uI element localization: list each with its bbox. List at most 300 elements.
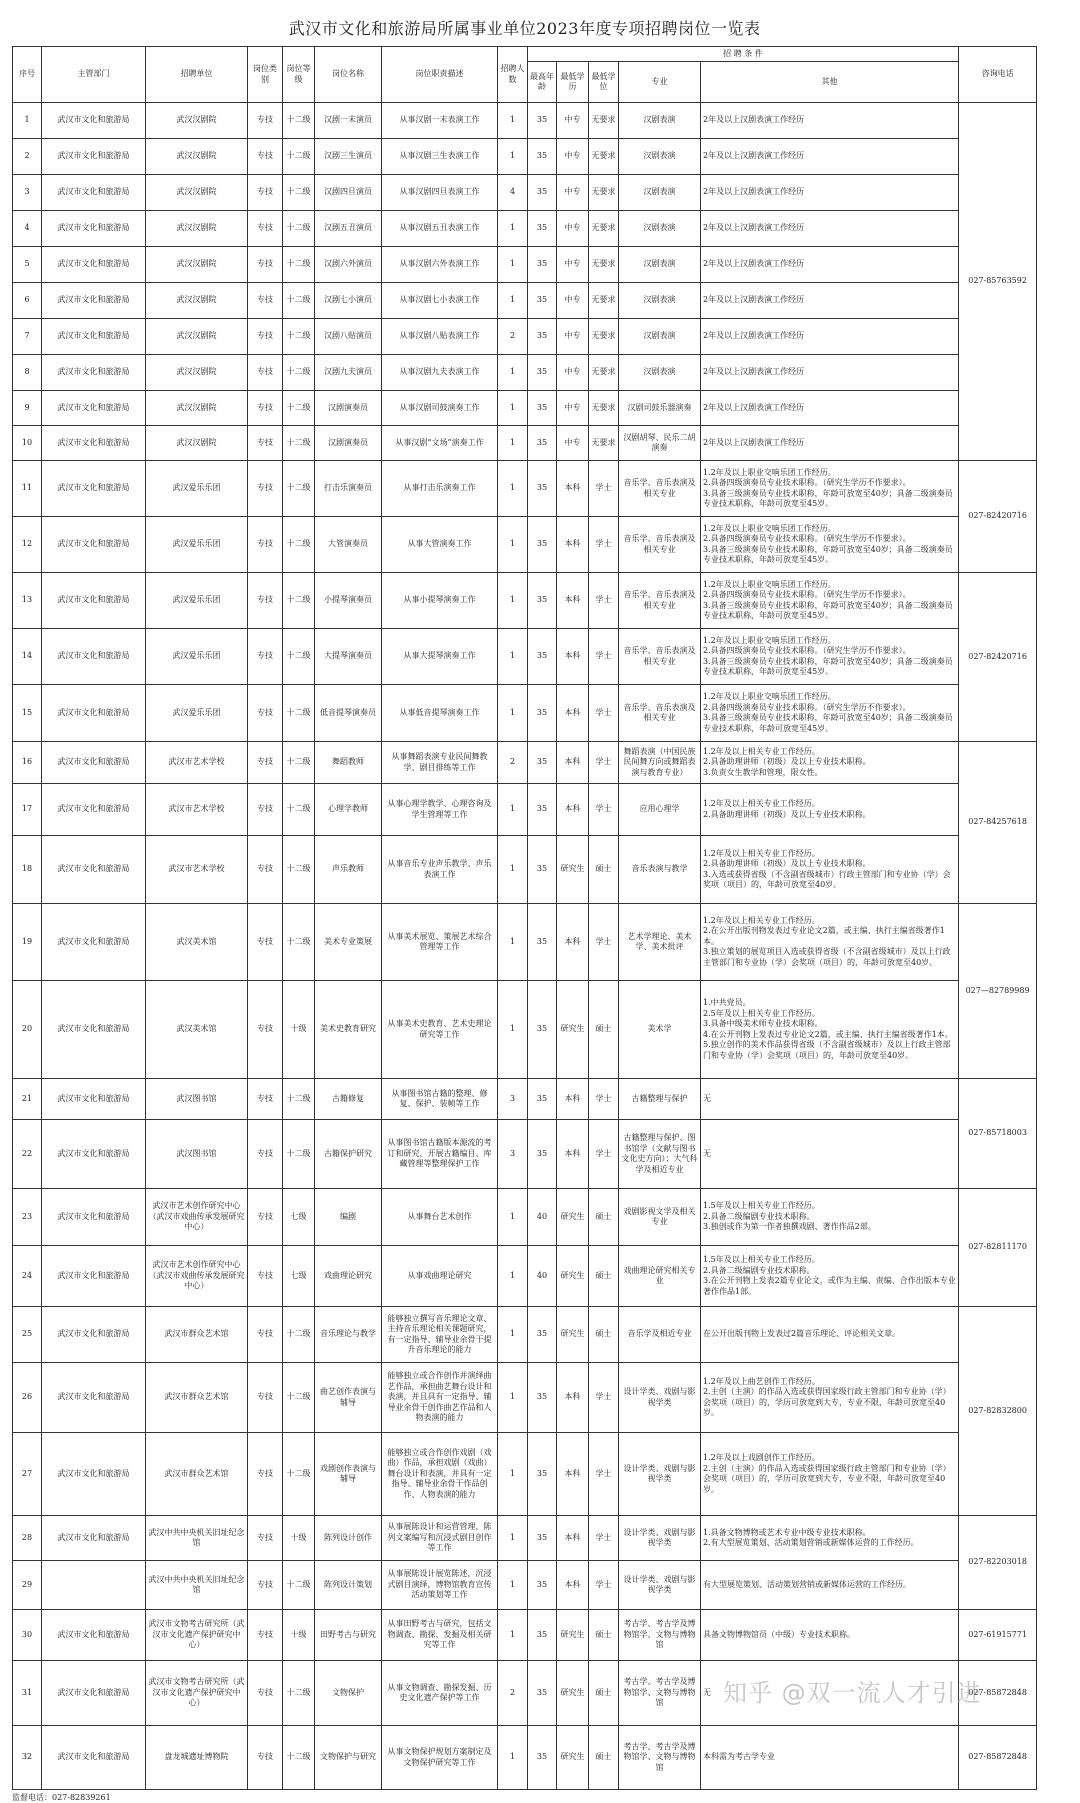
cell-dept: 武汉市文化和旅游局 bbox=[42, 784, 146, 836]
cell-degree: 学士 bbox=[589, 1120, 619, 1189]
cell-level: 十二级 bbox=[283, 319, 315, 355]
cell-duty: 能够独立或合作创作戏剧（戏曲）作品，承担戏剧（戏曲）舞台设计和表演，并具有一定指导、辅导业余骨干作品创作、人物表演的能力 bbox=[382, 1433, 498, 1516]
cell-duty: 从事低音提琴演奏工作 bbox=[382, 685, 498, 742]
cell-other bbox=[701, 355, 959, 391]
cell-age: 40 bbox=[528, 1189, 557, 1246]
cell-major: 考古学、考古学及博物馆学、文物与博物馆 bbox=[619, 1661, 701, 1726]
table-row bbox=[13, 103, 1037, 139]
cell-edu: 本科 bbox=[557, 629, 589, 685]
cell-degree: 无要求 bbox=[589, 247, 619, 283]
cell-duty: 从事音乐专业声乐教学、声乐表演工作 bbox=[382, 836, 498, 904]
other-requirements-text: 2年及以上汉剧表演工作经历 bbox=[703, 223, 805, 233]
cell-unit: 武汉市群众艺术馆 bbox=[146, 1307, 248, 1363]
cell-degree: 学士 bbox=[589, 784, 619, 836]
other-requirements-text: 2年及以上汉剧表演工作经历 bbox=[703, 367, 805, 377]
header-unit: 招聘单位 bbox=[146, 47, 248, 103]
cell-other bbox=[701, 742, 959, 784]
other-requirements-text: 2年及以上汉剧表演工作经历 bbox=[703, 402, 805, 412]
cell-age: 35 bbox=[528, 319, 557, 355]
cell-dept: 武汉市文化和旅游局 bbox=[42, 836, 146, 904]
table-body bbox=[13, 103, 1037, 1790]
cell-dept: 武汉市文化和旅游局 bbox=[42, 1661, 146, 1726]
cell-age: 35 bbox=[528, 784, 557, 836]
cell-type: 专技 bbox=[248, 1726, 283, 1790]
cell-age: 35 bbox=[528, 211, 557, 247]
cell-count: 1 bbox=[498, 981, 528, 1079]
cell-duty: 从事文物保护规划方案制定及文物保护研究等工作 bbox=[382, 1726, 498, 1790]
cell-duty: 从事文物调查、勘探发掘、历史文化遗产保护等工作 bbox=[382, 1661, 498, 1726]
table-row bbox=[13, 1516, 1037, 1561]
cell-phone: 027—82789989 bbox=[959, 904, 1037, 1079]
cell-edu: 研究生 bbox=[557, 836, 589, 904]
cell-no: 27 bbox=[13, 1433, 42, 1516]
cell-age: 35 bbox=[528, 981, 557, 1079]
cell-no: 3 bbox=[13, 175, 42, 211]
cell-name: 汉剧五丑演员 bbox=[315, 211, 382, 247]
cell-level: 十二级 bbox=[283, 1561, 315, 1610]
cell-no: 7 bbox=[13, 319, 42, 355]
cell-dept: 武汉市文化和旅游局 bbox=[42, 1363, 146, 1433]
cell-level: 十二级 bbox=[283, 1120, 315, 1189]
cell-degree: 硕士 bbox=[589, 981, 619, 1079]
cell-dept: 武汉市文化和旅游局 bbox=[42, 1307, 146, 1363]
cell-edu: 本科 bbox=[557, 685, 589, 742]
cell-phone: 027-82203018 bbox=[959, 1516, 1037, 1610]
cell-level: 十级 bbox=[283, 1610, 315, 1661]
cell-dept: 武汉市文化和旅游局 bbox=[42, 573, 146, 629]
cell-degree: 学士 bbox=[589, 742, 619, 784]
cell-level: 十二级 bbox=[283, 1726, 315, 1790]
cell-duty: 从事田野考古与研究，包括文物调查、勘探、发掘及相关研究等工作 bbox=[382, 1610, 498, 1661]
cell-age: 35 bbox=[528, 103, 557, 139]
cell-name: 汉剧九夫演员 bbox=[315, 355, 382, 391]
cell-age: 35 bbox=[528, 139, 557, 175]
cell-degree: 硕士 bbox=[589, 1307, 619, 1363]
cell-age: 35 bbox=[528, 355, 557, 391]
cell-count: 1 bbox=[498, 283, 528, 319]
cell-duty: 从事汉剧五丑表演工作 bbox=[382, 211, 498, 247]
table-row bbox=[13, 1307, 1037, 1363]
other-requirements-text: 在公开出版刊物上发表过2篇音乐理论、评论相关文章。 bbox=[703, 1329, 901, 1339]
cell-no: 21 bbox=[13, 1079, 42, 1120]
cell-unit: 武汉汉剧院 bbox=[146, 211, 248, 247]
cell-duty: 从事汉剧八贴表演工作 bbox=[382, 319, 498, 355]
cell-degree: 无要求 bbox=[589, 391, 619, 426]
table-row bbox=[13, 573, 1037, 629]
cell-age: 35 bbox=[528, 836, 557, 904]
cell-level: 十二级 bbox=[283, 1307, 315, 1363]
cell-level: 十二级 bbox=[283, 1661, 315, 1726]
cell-other bbox=[701, 517, 959, 573]
cell-count: 2 bbox=[498, 742, 528, 784]
other-requirements-text: 无 bbox=[703, 1093, 711, 1103]
other-requirements-text: 1.2年及以上职业交响乐团工作经历。 2.具备四级演奏员专业技术职称。（研究生学历不作要求）。 3.具备三级演奏员专业技术职称，年龄可放宽至40岁；具备二级演奏员专业技术职称，年龄可放宽至45岁。 bbox=[703, 579, 953, 620]
cell-type: 专技 bbox=[248, 1433, 283, 1516]
cell-type: 专技 bbox=[248, 1561, 283, 1610]
cell-no: 25 bbox=[13, 1307, 42, 1363]
other-requirements-text: 1.5年及以上相关专业工作经历。 2.具备二级编剧专业技术职称。 3.独创或作为第一作者独撰戏剧、著作作品2部。 bbox=[703, 1201, 876, 1232]
cell-duty: 能够独立或合作创作并演绎曲艺作品，承担曲艺舞台设计和表演，并且具有一定指导、辅导业余骨干创作曲艺作品和人物表演的能力 bbox=[382, 1363, 498, 1433]
cell-edu: 中专 bbox=[557, 211, 589, 247]
cell-edu: 中专 bbox=[557, 283, 589, 319]
cell-other bbox=[701, 629, 959, 685]
cell-edu: 中专 bbox=[557, 175, 589, 211]
cell-other bbox=[701, 1246, 959, 1307]
cell-name: 古籍保护研究 bbox=[315, 1120, 382, 1189]
cell-unit: 武汉美术馆 bbox=[146, 981, 248, 1079]
cell-type: 专技 bbox=[248, 247, 283, 283]
cell-major: 汉剧胡琴、民乐二胡演奏 bbox=[619, 426, 701, 461]
cell-edu: 中专 bbox=[557, 391, 589, 426]
cell-duty: 从事汉剧七小表演工作 bbox=[382, 283, 498, 319]
cell-age: 35 bbox=[528, 391, 557, 426]
cell-dept: 武汉市文化和旅游局 bbox=[42, 517, 146, 573]
table-row bbox=[13, 391, 1037, 426]
cell-major: 音乐学及相近专业 bbox=[619, 1307, 701, 1363]
cell-age: 35 bbox=[528, 517, 557, 573]
cell-edu: 中专 bbox=[557, 103, 589, 139]
cell-age: 35 bbox=[528, 1307, 557, 1363]
cell-level: 十级 bbox=[283, 1516, 315, 1561]
cell-no: 4 bbox=[13, 211, 42, 247]
cell-type: 专技 bbox=[248, 139, 283, 175]
cell-major: 音乐学、音乐表演及相关专业 bbox=[619, 685, 701, 742]
other-requirements-text: 2年及以上汉剧表演工作经历 bbox=[703, 151, 805, 161]
cell-dept: 武汉市文化和旅游局 bbox=[42, 1246, 146, 1307]
cell-level: 十二级 bbox=[283, 685, 315, 742]
cell-no: 20 bbox=[13, 981, 42, 1079]
cell-unit: 武汉汉剧院 bbox=[146, 175, 248, 211]
other-requirements-text: 2年及以上汉剧表演工作经历 bbox=[703, 259, 805, 269]
cell-other bbox=[701, 1079, 959, 1120]
cell-major: 音乐学、音乐表演及相关专业 bbox=[619, 573, 701, 629]
cell-unit: 武汉爱乐乐团 bbox=[146, 573, 248, 629]
other-requirements-text: 2年及以上汉剧表演工作经历 bbox=[703, 295, 805, 305]
cell-dept: 武汉市文化和旅游局 bbox=[42, 103, 146, 139]
cell-other bbox=[701, 1516, 959, 1561]
cell-count: 1 bbox=[498, 1363, 528, 1433]
header-level: 岗位等级 bbox=[283, 47, 315, 103]
cell-dept: 武汉市文化和旅游局 bbox=[42, 319, 146, 355]
cell-duty: 从事戏曲理论研究 bbox=[382, 1246, 498, 1307]
cell-type: 专技 bbox=[248, 103, 283, 139]
cell-level: 十二级 bbox=[283, 211, 315, 247]
cell-no: 26 bbox=[13, 1363, 42, 1433]
cell-major: 音乐表演与教学 bbox=[619, 836, 701, 904]
cell-unit: 武汉汉剧院 bbox=[146, 139, 248, 175]
cell-unit: 武汉汉剧院 bbox=[146, 319, 248, 355]
other-requirements-text: 1.具备文物博物或艺术专业中级专业技术职称。 2.有大型展览策划、活动策划营销或新媒体运营的工作经历。 bbox=[703, 1527, 919, 1547]
cell-other bbox=[701, 139, 959, 175]
cell-name: 曲艺创作表演与辅导 bbox=[315, 1363, 382, 1433]
cell-edu: 本科 bbox=[557, 517, 589, 573]
other-requirements-text: 2年及以上汉剧表演工作经历 bbox=[703, 115, 805, 125]
table-row bbox=[13, 1363, 1037, 1433]
other-requirements-text: 无 bbox=[703, 1148, 711, 1158]
cell-name: 汉剧演奏员 bbox=[315, 391, 382, 426]
table-row bbox=[13, 461, 1037, 517]
cell-other bbox=[701, 1726, 959, 1790]
cell-name: 文物保护与研究 bbox=[315, 1726, 382, 1790]
cell-degree: 学士 bbox=[589, 1516, 619, 1561]
cell-duty: 从事小提琴演奏工作 bbox=[382, 573, 498, 629]
table-row bbox=[13, 139, 1037, 175]
other-requirements-text: 1.2年及以上职业交响乐团工作经历。 2.具备四级演奏员专业技术职称。（研究生学历不作要求）。 3.具备三级演奏员专业技术职称，年龄可放宽至40岁；具备二级演奏员专业技术职称，年龄可放宽至45岁。 bbox=[703, 467, 953, 508]
cell-age: 35 bbox=[528, 283, 557, 319]
table-row bbox=[13, 1079, 1037, 1120]
header-age: 最高年龄 bbox=[528, 62, 557, 103]
cell-name: 田野考古与研究 bbox=[315, 1610, 382, 1661]
watermark: 知乎 @双一流人才引进 bbox=[723, 1679, 982, 1707]
cell-age: 35 bbox=[528, 1120, 557, 1189]
cell-other bbox=[701, 836, 959, 904]
cell-count: 1 bbox=[498, 103, 528, 139]
cell-count: 1 bbox=[498, 211, 528, 247]
header-duty: 岗位职责描述 bbox=[382, 47, 498, 103]
cell-major: 汉剧表演 bbox=[619, 283, 701, 319]
cell-name: 舞蹈教师 bbox=[315, 742, 382, 784]
cell-name: 大提琴演奏员 bbox=[315, 629, 382, 685]
cell-phone: 027-84257618 bbox=[959, 742, 1037, 904]
cell-unit: 武汉图书馆 bbox=[146, 1079, 248, 1120]
cell-name: 戏剧创作表演与辅导 bbox=[315, 1433, 382, 1516]
cell-major: 美术学 bbox=[619, 981, 701, 1079]
cell-no: 11 bbox=[13, 461, 42, 517]
cell-type: 专技 bbox=[248, 517, 283, 573]
table-row bbox=[13, 1610, 1037, 1661]
cell-major: 戏剧影视文学及相关专业 bbox=[619, 1189, 701, 1246]
cell-no: 32 bbox=[13, 1726, 42, 1790]
cell-count: 1 bbox=[498, 139, 528, 175]
cell-age: 35 bbox=[528, 461, 557, 517]
cell-duty: 从事汉剧“文场”演奏工作 bbox=[382, 426, 498, 461]
cell-level: 十二级 bbox=[283, 742, 315, 784]
cell-age: 35 bbox=[528, 1433, 557, 1516]
cell-no: 8 bbox=[13, 355, 42, 391]
cell-level: 十二级 bbox=[283, 391, 315, 426]
cell-age: 35 bbox=[528, 685, 557, 742]
cell-unit: 武汉市文物考古研究所（武汉市文化遗产保护研究中心） bbox=[146, 1610, 248, 1661]
cell-level: 十级 bbox=[283, 981, 315, 1079]
cell-degree: 无要求 bbox=[589, 355, 619, 391]
cell-edu: 研究生 bbox=[557, 981, 589, 1079]
cell-level: 十二级 bbox=[283, 175, 315, 211]
table-row bbox=[13, 1561, 1037, 1610]
cell-no: 9 bbox=[13, 391, 42, 426]
cell-unit: 武汉市群众艺术馆 bbox=[146, 1363, 248, 1433]
cell-dept: 武汉市文化和旅游局 bbox=[42, 742, 146, 784]
cell-age: 40 bbox=[528, 1246, 557, 1307]
cell-degree: 学士 bbox=[589, 461, 619, 517]
cell-duty: 从事汉剧六外表演工作 bbox=[382, 247, 498, 283]
cell-unit: 武汉市文物考古研究所（武汉市文化遗产保护研究中心） bbox=[146, 1661, 248, 1726]
cell-other bbox=[701, 1610, 959, 1661]
cell-count: 1 bbox=[498, 1726, 528, 1790]
cell-name: 声乐教师 bbox=[315, 836, 382, 904]
cell-dept: 武汉市文化和旅游局 bbox=[42, 629, 146, 685]
cell-dept: 武汉市文化和旅游局 bbox=[42, 1120, 146, 1189]
cell-type: 专技 bbox=[248, 175, 283, 211]
cell-phone: 027-82420716 bbox=[959, 461, 1037, 573]
cell-edu: 研究生 bbox=[557, 1610, 589, 1661]
header-phone: 咨询电话 bbox=[959, 47, 1037, 103]
cell-dept: 武汉市文化和旅游局 bbox=[42, 1610, 146, 1661]
cell-other bbox=[701, 175, 959, 211]
cell-count: 1 bbox=[498, 1433, 528, 1516]
cell-degree: 无要求 bbox=[589, 426, 619, 461]
cell-phone: 027-85872848 bbox=[959, 1661, 1037, 1726]
cell-age: 35 bbox=[528, 742, 557, 784]
cell-other bbox=[701, 426, 959, 461]
cell-major: 设计学类、戏剧与影视学类 bbox=[619, 1516, 701, 1561]
cell-level: 七级 bbox=[283, 1246, 315, 1307]
table-row bbox=[13, 517, 1037, 573]
cell-edu: 中专 bbox=[557, 319, 589, 355]
cell-count: 1 bbox=[498, 629, 528, 685]
cell-type: 专技 bbox=[248, 685, 283, 742]
cell-other bbox=[701, 1307, 959, 1363]
cell-dept: 武汉市文化和旅游局 bbox=[42, 211, 146, 247]
cell-major: 音乐学、音乐表演及相关专业 bbox=[619, 517, 701, 573]
cell-no: 12 bbox=[13, 517, 42, 573]
cell-degree: 无要求 bbox=[589, 139, 619, 175]
cell-phone: 027-85763592 bbox=[959, 103, 1037, 461]
header-no: 序号 bbox=[13, 47, 42, 103]
cell-duty: 从事展陈设计展览陈述，沉浸式剧目演绎，博物馆教育宣传活动策划等工作 bbox=[382, 1561, 498, 1610]
cell-count: 1 bbox=[498, 461, 528, 517]
cell-edu: 中专 bbox=[557, 247, 589, 283]
cell-unit: 武汉美术馆 bbox=[146, 904, 248, 981]
cell-age: 35 bbox=[528, 629, 557, 685]
cell-other bbox=[701, 784, 959, 836]
cell-degree: 硕士 bbox=[589, 1726, 619, 1790]
cell-name: 汉剧八贴演员 bbox=[315, 319, 382, 355]
cell-unit: 武汉爱乐乐团 bbox=[146, 461, 248, 517]
cell-count: 3 bbox=[498, 1120, 528, 1189]
cell-other bbox=[701, 391, 959, 426]
cell-no: 5 bbox=[13, 247, 42, 283]
cell-edu: 本科 bbox=[557, 784, 589, 836]
cell-dept: 武汉市文化和旅游局 bbox=[42, 1433, 146, 1516]
cell-age: 35 bbox=[528, 1516, 557, 1561]
cell-unit: 武汉图书馆 bbox=[146, 1120, 248, 1189]
header-count: 招聘人数 bbox=[498, 47, 528, 103]
cell-edu: 本科 bbox=[557, 1363, 589, 1433]
cell-level: 十二级 bbox=[283, 784, 315, 836]
cell-degree: 硕士 bbox=[589, 1246, 619, 1307]
cell-type: 专技 bbox=[248, 1610, 283, 1661]
cell-no: 2 bbox=[13, 139, 42, 175]
cell-no: 24 bbox=[13, 1246, 42, 1307]
cell-edu: 研究生 bbox=[557, 1307, 589, 1363]
cell-level: 十二级 bbox=[283, 629, 315, 685]
cell-no: 18 bbox=[13, 836, 42, 904]
table-title: 武汉市文化和旅游局所属事业单位2023年度专项招聘岗位一览表 bbox=[13, 12, 1037, 47]
cell-type: 专技 bbox=[248, 1246, 283, 1307]
cell-degree: 硕士 bbox=[589, 836, 619, 904]
cell-unit: 武汉市艺术学校 bbox=[146, 784, 248, 836]
cell-age: 35 bbox=[528, 1661, 557, 1726]
cell-count: 1 bbox=[498, 1516, 528, 1561]
table-row bbox=[13, 904, 1037, 981]
cell-unit: 武汉市艺术学校 bbox=[146, 742, 248, 784]
cell-duty: 从事美术展览、策展艺术综合管理等工作 bbox=[382, 904, 498, 981]
cell-type: 专技 bbox=[248, 1189, 283, 1246]
cell-duty: 从事大提琴演奏工作 bbox=[382, 629, 498, 685]
cell-edu: 本科 bbox=[557, 1433, 589, 1516]
other-requirements-text: 1.2年及以上相关专业工作经历。 2.具备助理讲师（初级）及以上专业技术职称。 3.负责女生教学和管理，限女性。 bbox=[703, 746, 871, 777]
cell-type: 专技 bbox=[248, 904, 283, 981]
cell-duty: 从事美术史教育、艺术史理论研究等工作 bbox=[382, 981, 498, 1079]
cell-unit: 武汉中共中央机关旧址纪念馆 bbox=[146, 1516, 248, 1561]
cell-degree: 学士 bbox=[589, 685, 619, 742]
cell-unit: 武汉市艺术创作研究中心（武汉市戏曲传承发展研究中心） bbox=[146, 1246, 248, 1307]
cell-edu: 研究生 bbox=[557, 1246, 589, 1307]
cell-edu: 本科 bbox=[557, 1516, 589, 1561]
cell-degree: 无要求 bbox=[589, 211, 619, 247]
cell-count: 2 bbox=[498, 319, 528, 355]
cell-type: 专技 bbox=[248, 1120, 283, 1189]
cell-count: 1 bbox=[498, 391, 528, 426]
cell-duty: 从事心理学教学、心理咨询及学生管理等工作 bbox=[382, 784, 498, 836]
cell-count: 1 bbox=[498, 685, 528, 742]
cell-degree: 硕士 bbox=[589, 1661, 619, 1726]
cell-major: 汉剧表演 bbox=[619, 211, 701, 247]
cell-degree: 学士 bbox=[589, 1561, 619, 1610]
cell-name: 汉剧七小演员 bbox=[315, 283, 382, 319]
cell-duty: 从事舞蹈表演专业民间舞教学、剧目排练等工作 bbox=[382, 742, 498, 784]
cell-type: 专技 bbox=[248, 391, 283, 426]
cell-type: 专技 bbox=[248, 1307, 283, 1363]
table-row bbox=[13, 283, 1037, 319]
cell-major: 音乐学、音乐表演及相关专业 bbox=[619, 461, 701, 517]
cell-name: 美术史教育研究 bbox=[315, 981, 382, 1079]
cell-duty: 从事展陈设计和运营管理，陈列文案编写和沉浸式剧目创作等工作 bbox=[382, 1516, 498, 1561]
cell-dept: 武汉市文化和旅游局 bbox=[42, 283, 146, 319]
cell-major: 汉剧司鼓乐器演奏 bbox=[619, 391, 701, 426]
other-requirements-text: 2年及以上汉剧表演工作经历 bbox=[703, 437, 805, 447]
cell-duty: 从事汉剧三生表演工作 bbox=[382, 139, 498, 175]
cell-edu: 本科 bbox=[557, 1561, 589, 1610]
cell-age: 35 bbox=[528, 1363, 557, 1433]
cell-level: 十二级 bbox=[283, 517, 315, 573]
cell-no: 14 bbox=[13, 629, 42, 685]
cell-count: 1 bbox=[498, 784, 528, 836]
cell-no: 28 bbox=[13, 1516, 42, 1561]
cell-major: 舞蹈表演（中国民族民间舞方向或舞蹈表演与教育专业） bbox=[619, 742, 701, 784]
cell-duty: 从事汉剧四旦表演工作 bbox=[382, 175, 498, 211]
other-requirements-text: 1.5年及以上相关专业工作经历。 2.具备二级编剧专业技术职称。 3.在公开刊物上发表2篇专业论文，或作为主编、责编、合作出版本专业著作作品1部。 bbox=[703, 1255, 956, 1296]
other-requirements-text: 1.2年及以上职业交响乐团工作经历。 2.具备四级演奏员专业技术职称。（研究生学历不作要求）。 3.具备三级演奏员专业技术职称，年龄可放宽至40岁；具备二级演奏员专业技术职称，年龄可放宽至45岁。 bbox=[703, 635, 953, 676]
cell-type: 专技 bbox=[248, 426, 283, 461]
cell-name: 汉剧六外演员 bbox=[315, 247, 382, 283]
cell-count: 1 bbox=[498, 1610, 528, 1661]
cell-duty: 从事图书馆古籍版本源流的考订和研究，开展古籍编目、库藏管理等整理保护工作 bbox=[382, 1120, 498, 1189]
cell-level: 十二级 bbox=[283, 283, 315, 319]
cell-name: 音乐理论与教学 bbox=[315, 1307, 382, 1363]
cell-age: 35 bbox=[528, 573, 557, 629]
cell-dept: 武汉市文化和旅游局 bbox=[42, 139, 146, 175]
cell-name: 汉剧一末演员 bbox=[315, 103, 382, 139]
cell-count: 3 bbox=[498, 1079, 528, 1120]
cell-other bbox=[701, 1363, 959, 1433]
cell-unit: 武汉汉剧院 bbox=[146, 426, 248, 461]
cell-type: 专技 bbox=[248, 283, 283, 319]
cell-level: 十二级 bbox=[283, 461, 315, 517]
cell-degree: 硕士 bbox=[589, 1189, 619, 1246]
cell-type: 专技 bbox=[248, 981, 283, 1079]
cell-unit: 武汉市艺术创作研究中心（武汉市戏曲传承发展研究中心） bbox=[146, 1189, 248, 1246]
